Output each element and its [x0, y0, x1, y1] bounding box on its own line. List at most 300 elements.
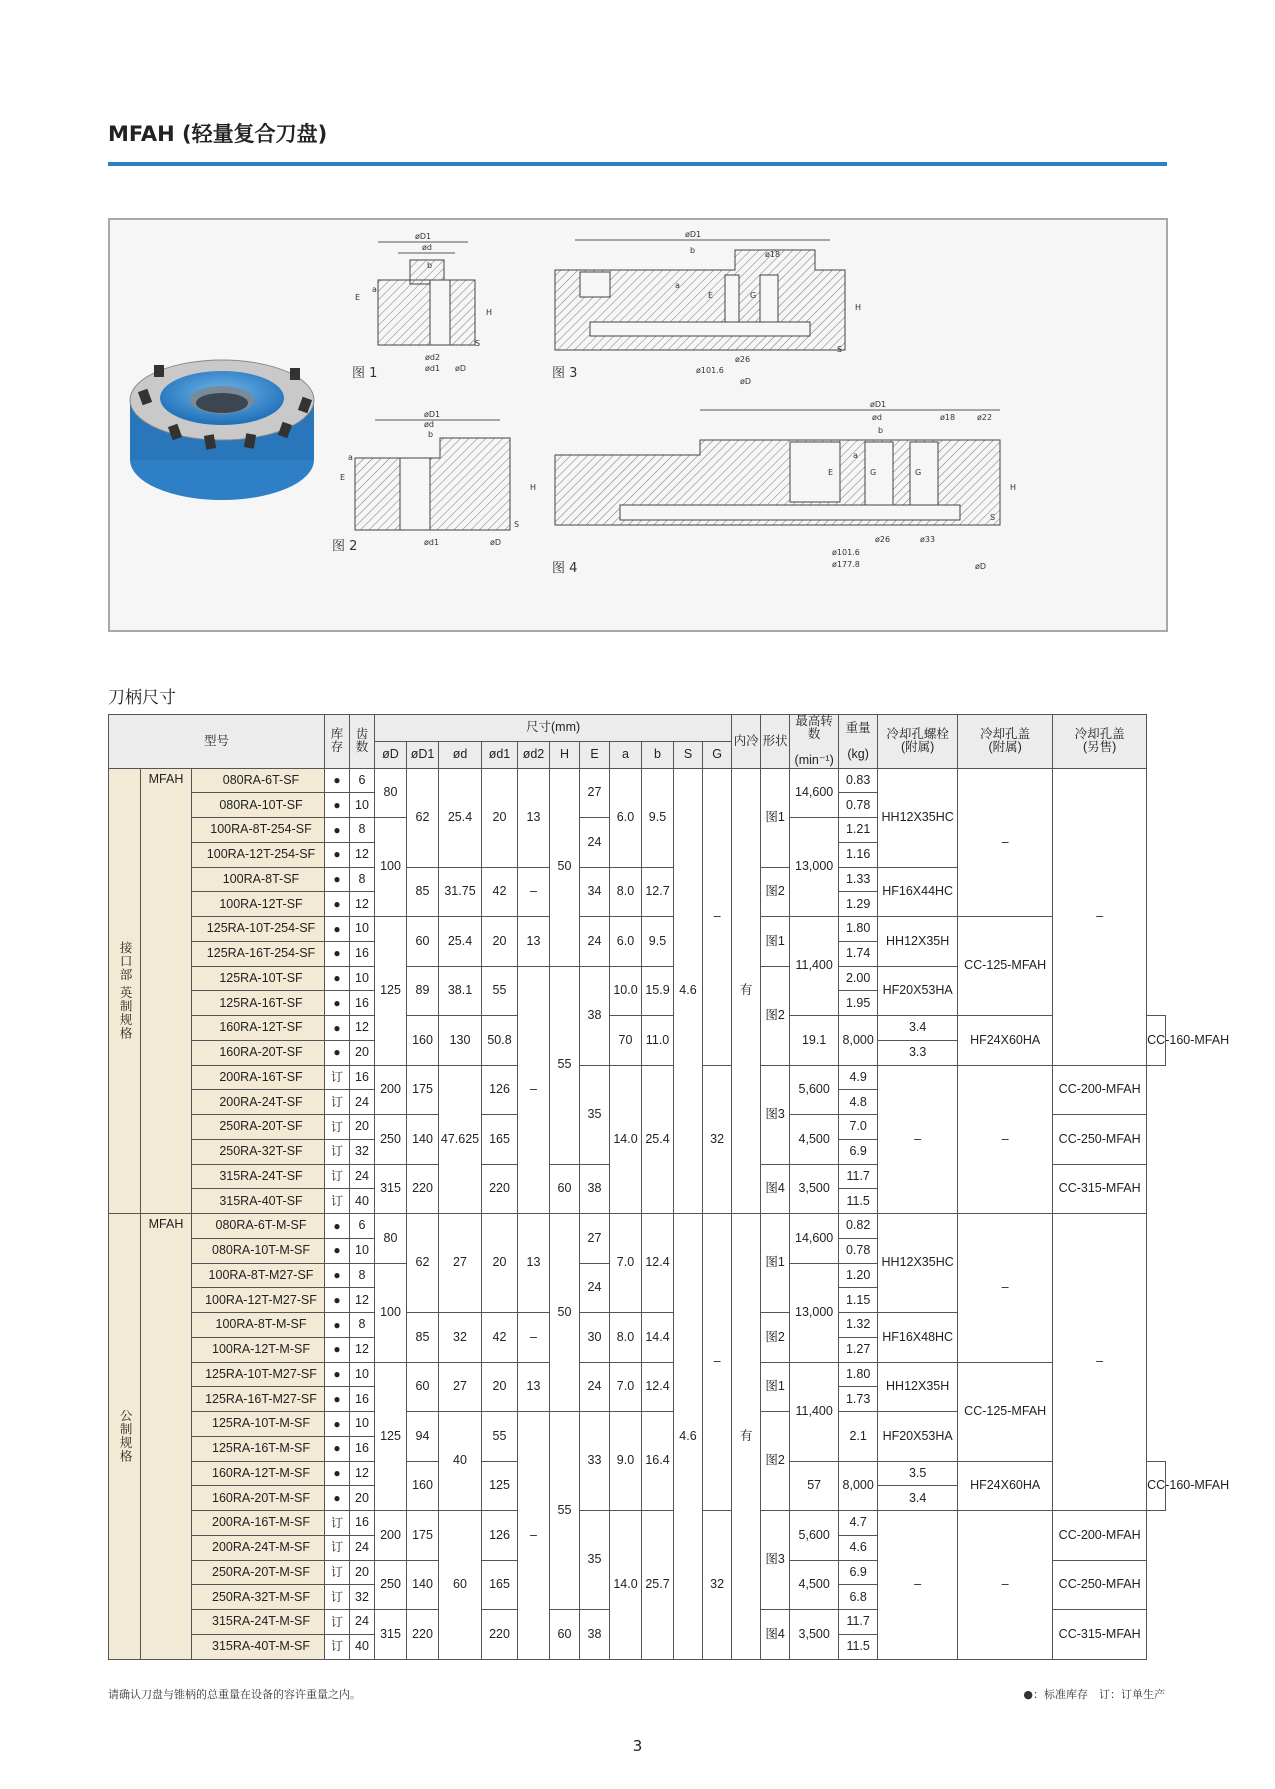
cell-D1: 130 [439, 1016, 482, 1066]
svg-text:ø18: ø18 [765, 250, 781, 259]
cell-d2: 13 [518, 1214, 550, 1313]
section-subtitle: 刀柄尺寸 [108, 688, 176, 708]
cell-G: – [703, 768, 732, 1065]
teeth-cell: 16 [350, 1387, 375, 1412]
cell-rpm: 5,600 [790, 1065, 839, 1115]
cell-d: 25.4 [439, 768, 482, 867]
stock-cell: ● [325, 1288, 350, 1313]
cell-w: 1.21 [839, 818, 878, 843]
stock-cell: ● [325, 1313, 350, 1338]
cell-E: 38 [580, 1610, 610, 1660]
cell-E: 27 [580, 1214, 610, 1264]
svg-text:图 2: 图 2 [332, 539, 358, 554]
cell-w: 11.7 [839, 1164, 878, 1189]
cell-shape: 图4 [761, 1610, 790, 1660]
cell-w: 2.00 [839, 966, 878, 991]
stock-cell: ● [325, 991, 350, 1016]
teeth-cell: 6 [350, 1214, 375, 1239]
cell-a: 14.0 [610, 1511, 642, 1660]
cell-bolt: HF24X60HA [958, 1016, 1053, 1066]
cell-w: 3.3 [878, 1040, 958, 1065]
teeth-cell: 12 [350, 1288, 375, 1313]
model-cell: 080RA-10T-SF [192, 793, 325, 818]
teeth-cell: 12 [350, 1337, 375, 1362]
cell-w: 3.5 [878, 1461, 958, 1486]
cell-w: 1.15 [839, 1288, 878, 1313]
cell-b: 12.7 [642, 867, 674, 917]
cell-w: 1.20 [839, 1263, 878, 1288]
cell-w: 6.8 [839, 1585, 878, 1610]
series-label: MFAH [141, 1214, 192, 1660]
model-cell: 125RA-16T-SF [192, 991, 325, 1016]
teeth-cell: 20 [350, 1486, 375, 1511]
table-row [109, 1362, 1166, 1387]
stock-cell: ● [325, 892, 350, 917]
stock-cell: 订 [325, 1189, 350, 1214]
stock-cell: ● [325, 818, 350, 843]
cell-cap2: CC-200-MFAH [1053, 1065, 1147, 1115]
cell-D: 160 [407, 1461, 439, 1511]
svg-text:ø22: ø22 [977, 413, 993, 422]
cell-a: 8.0 [610, 1313, 642, 1363]
svg-text:H: H [486, 308, 493, 317]
cell-D: 80 [375, 768, 407, 818]
stock-cell: ● [325, 966, 350, 991]
svg-text:图 4: 图 4 [552, 561, 578, 576]
cell-a: 7.0 [610, 1214, 642, 1313]
cell-cap1: – [958, 1511, 1053, 1660]
stock-cell: ● [325, 1238, 350, 1263]
svg-text:ø101.6: ø101.6 [832, 548, 860, 557]
cell-w: 1.73 [839, 1387, 878, 1412]
svg-text:H: H [855, 303, 862, 312]
stock-cell: ● [325, 1362, 350, 1387]
cell-shape: 图2 [761, 867, 790, 917]
table-row [109, 1065, 1166, 1090]
cell-cap2: CC-250-MFAH [1053, 1560, 1147, 1610]
cell-D1: 175 [407, 1511, 439, 1561]
cell-bolt: HF24X60HA [958, 1461, 1053, 1511]
cell-shape: 图1 [761, 917, 790, 967]
cell-bolt: HF20X53HA [878, 1412, 958, 1462]
cell-D1: 62 [407, 1214, 439, 1313]
cell-D1: 175 [407, 1065, 439, 1115]
svg-text:G: G [870, 468, 877, 477]
svg-text:øD: øD [455, 364, 467, 373]
page-title: MFAH (轻量复合刀盘) [108, 122, 328, 146]
cell-w: 7.0 [839, 1115, 878, 1140]
cell-w: 1.29 [839, 892, 878, 917]
model-cell: 315RA-24T-SF [192, 1164, 325, 1189]
cell-E: 27 [580, 768, 610, 818]
stock-cell: 订 [325, 1115, 350, 1140]
cell-H: 60 [550, 1610, 580, 1660]
col-d1: ød1 [482, 741, 518, 768]
cell-a: 10.0 [610, 966, 642, 1016]
header-weight: 重量 (kg) [839, 715, 878, 769]
cell-H: 50 [550, 768, 580, 966]
cell-rpm: 3,500 [790, 1610, 839, 1660]
header-dims: 尺寸(mm) [375, 715, 732, 742]
svg-text:ø26: ø26 [735, 355, 751, 364]
stock-cell: 订 [325, 1139, 350, 1164]
teeth-cell: 10 [350, 1238, 375, 1263]
teeth-cell: 8 [350, 867, 375, 892]
cell-rpm: 11,400 [790, 917, 839, 1016]
cell-w: 0.82 [839, 1214, 878, 1239]
svg-text:ød2: ød2 [425, 353, 441, 362]
col-H: H [550, 741, 580, 768]
table-row [109, 1511, 1166, 1536]
svg-text:ø33: ø33 [920, 535, 936, 544]
teeth-cell: 12 [350, 842, 375, 867]
svg-text:a: a [675, 281, 680, 290]
teeth-cell: 10 [350, 793, 375, 818]
teeth-cell: 8 [350, 1313, 375, 1338]
stock-cell: 订 [325, 1585, 350, 1610]
cell-b: 9.5 [642, 917, 674, 967]
header-model: 型号 [109, 715, 325, 769]
stock-cell: 订 [325, 1164, 350, 1189]
teeth-cell: 24 [350, 1535, 375, 1560]
model-cell: 315RA-40T-M-SF [192, 1634, 325, 1659]
figure-1-drawing [352, 232, 492, 381]
model-cell: 100RA-8T-M27-SF [192, 1263, 325, 1288]
svg-text:H: H [530, 483, 537, 492]
svg-text:E: E [828, 468, 834, 477]
cell-w: 1.80 [839, 1362, 878, 1387]
teeth-cell: 8 [350, 818, 375, 843]
cell-D: 200 [375, 1511, 407, 1561]
cell-d: 27 [439, 1362, 482, 1412]
cell-w: 11.7 [839, 1610, 878, 1635]
svg-text:S: S [514, 520, 520, 529]
cell-w: 1.33 [839, 867, 878, 892]
model-cell: 250RA-20T-M-SF [192, 1560, 325, 1585]
cell-w: 1.32 [839, 1313, 878, 1338]
cell-E: 34 [580, 867, 610, 917]
cell-w: 3.4 [878, 1486, 958, 1511]
cell-d2: – [518, 1412, 550, 1660]
cell-rpm: 13,000 [790, 1263, 839, 1362]
group-inch [109, 768, 1230, 1214]
cell-bolt: – [878, 1511, 958, 1660]
cell-D1: 62 [407, 768, 439, 867]
cell-w: 2.1 [839, 1412, 878, 1462]
drawings-svg [110, 220, 1166, 630]
cell-S: 4.6 [674, 768, 703, 1214]
group-label: 公制规格 [109, 1214, 141, 1660]
header-stock: 库存 [325, 715, 350, 769]
stock-cell: ● [325, 1337, 350, 1362]
cell-a: 14.0 [610, 1065, 642, 1214]
model-cell: 125RA-10T-M27-SF [192, 1362, 325, 1387]
table-row [109, 768, 1166, 793]
cell-D1: 220 [407, 1164, 439, 1214]
svg-text:ød: ød [872, 413, 882, 422]
cell-E: 35 [580, 1511, 610, 1610]
stock-cell: ● [325, 867, 350, 892]
svg-text:图 3: 图 3 [552, 366, 578, 381]
col-D1: øD1 [407, 741, 439, 768]
svg-text:a: a [853, 451, 858, 460]
footnote-left: 请确认刀盘与锥柄的总重量在设备的容许重量之内。 [108, 1688, 361, 1701]
svg-text:图 1: 图 1 [352, 366, 378, 381]
cell-cap2: – [1053, 1214, 1147, 1511]
svg-text:a: a [372, 285, 377, 294]
cell-w: 3.4 [878, 1016, 958, 1041]
svg-text:S: S [837, 345, 843, 354]
teeth-cell: 24 [350, 1090, 375, 1115]
cell-d1: 42 [482, 1313, 518, 1363]
cell-w: 0.78 [839, 793, 878, 818]
cell-w: 1.27 [839, 1337, 878, 1362]
svg-text:øD: øD [490, 538, 502, 547]
cell-shape: 图3 [761, 1511, 790, 1610]
cell-w: 4.9 [839, 1065, 878, 1090]
cell-w: 6.9 [839, 1139, 878, 1164]
stock-cell: ● [325, 1436, 350, 1461]
cell-d: 27 [439, 1214, 482, 1313]
teeth-cell: 8 [350, 1263, 375, 1288]
stock-cell: ● [325, 768, 350, 793]
svg-text:ø26: ø26 [875, 535, 891, 544]
figure-4-drawing [552, 400, 1016, 576]
teeth-cell: 32 [350, 1139, 375, 1164]
stock-cell: 订 [325, 1090, 350, 1115]
svg-text:ø177.8: ø177.8 [832, 560, 860, 569]
model-cell: 080RA-10T-M-SF [192, 1238, 325, 1263]
cell-cap2: CC-200-MFAH [1053, 1511, 1147, 1561]
svg-text:H: H [1010, 483, 1017, 492]
cell-G: 32 [703, 1065, 732, 1214]
cell-d: 38.1 [439, 966, 482, 1016]
cell-rpm: 8,000 [839, 1461, 878, 1511]
svg-text:b: b [690, 246, 696, 255]
table-row [109, 1214, 1166, 1239]
header-cap1: 冷却孔盖 (附属) [958, 715, 1053, 769]
teeth-cell: 16 [350, 1065, 375, 1090]
cell-D: 100 [375, 1263, 407, 1362]
title-rule [108, 162, 1167, 166]
cell-d1: 20 [482, 917, 518, 967]
cell-H: 60 [550, 1164, 580, 1214]
cell-w: 0.78 [839, 1238, 878, 1263]
cell-cap1: CC-125-MFAH [958, 917, 1053, 1016]
cell-rpm: 11,400 [790, 1362, 839, 1461]
stock-cell: ● [325, 941, 350, 966]
stock-cell: ● [325, 1214, 350, 1239]
cell-w: 4.8 [839, 1090, 878, 1115]
cell-a: 11.0 [642, 1016, 674, 1066]
svg-text:ø18: ø18 [940, 413, 956, 422]
cell-cap1: – [958, 1214, 1053, 1363]
cell-bolt: HF16X44HC [878, 867, 958, 917]
stock-cell: ● [325, 842, 350, 867]
stock-cell: 订 [325, 1535, 350, 1560]
model-cell: 080RA-6T-SF [192, 768, 325, 793]
cell-cool: 有 [732, 768, 761, 1214]
model-cell: 125RA-10T-SF [192, 966, 325, 991]
cell-d1: 57 [790, 1461, 839, 1511]
cell-H: 55 [550, 1412, 580, 1610]
figure-panel [108, 218, 1168, 632]
cell-rpm: 8,000 [839, 1016, 878, 1066]
header-shape: 形状 [761, 715, 790, 769]
footnote-right: ●：标准库存 订：订单生产 [1023, 1688, 1165, 1701]
stock-cell: 订 [325, 1634, 350, 1659]
model-cell: 125RA-16T-254-SF [192, 941, 325, 966]
cell-w: 1.16 [839, 842, 878, 867]
cell-d1: 126 [482, 1511, 518, 1561]
stock-cell: 订 [325, 1560, 350, 1585]
cell-bolt: HH12X35HC [878, 1214, 958, 1313]
cell-E: 38 [580, 966, 610, 1065]
teeth-cell: 40 [350, 1634, 375, 1659]
cell-d: 50.8 [482, 1016, 518, 1066]
model-cell: 160RA-20T-M-SF [192, 1486, 325, 1511]
col-d2: ød2 [518, 741, 550, 768]
model-cell: 250RA-20T-SF [192, 1115, 325, 1140]
cell-w: 4.6 [839, 1535, 878, 1560]
cell-cap1: – [958, 1065, 1053, 1214]
cell-w: 1.74 [839, 941, 878, 966]
cell-d1: 165 [482, 1115, 518, 1165]
cell-rpm: 14,600 [790, 768, 839, 818]
svg-text:G: G [750, 291, 757, 300]
cell-D: 200 [375, 1065, 407, 1115]
teeth-cell: 6 [350, 768, 375, 793]
teeth-cell: 40 [350, 1189, 375, 1214]
cell-w: 1.80 [839, 917, 878, 942]
svg-text:øD: øD [740, 377, 752, 386]
col-d: ød [439, 741, 482, 768]
cell-d1: 70 [610, 1016, 642, 1066]
teeth-cell: 20 [350, 1115, 375, 1140]
cell-cap2: – [1053, 768, 1147, 1065]
cell-rpm: 4,500 [790, 1115, 839, 1165]
model-cell: 200RA-16T-SF [192, 1065, 325, 1090]
cell-shape: 图2 [761, 1313, 790, 1363]
svg-text:ø101.6: ø101.6 [696, 366, 724, 375]
cell-shape: 图2 [761, 1412, 790, 1511]
cell-d2: 13 [518, 768, 550, 867]
cell-b: 19.1 [790, 1016, 839, 1066]
page-number: 3 [632, 1737, 643, 1755]
svg-text:ød1: ød1 [424, 538, 440, 547]
cell-cap2: CC-315-MFAH [1053, 1610, 1147, 1660]
cell-rpm: 3,500 [790, 1164, 839, 1214]
table-row [109, 1016, 1166, 1041]
model-cell: 125RA-16T-M-SF [192, 1436, 325, 1461]
cell-d: 31.75 [439, 867, 482, 917]
cell-E: 38 [580, 1164, 610, 1214]
cell-rpm: 14,600 [790, 1214, 839, 1264]
cell-w: 11.5 [839, 1189, 878, 1214]
cell-shape: 图1 [761, 1214, 790, 1313]
teeth-cell: 12 [350, 1016, 375, 1041]
stock-cell: ● [325, 1263, 350, 1288]
cell-d1: 126 [482, 1065, 518, 1115]
cell-d1: 42 [482, 867, 518, 917]
model-cell: 125RA-10T-M-SF [192, 1412, 325, 1437]
svg-text:øD: øD [975, 562, 987, 571]
teeth-cell: 16 [350, 991, 375, 1016]
cell-S: 4.6 [674, 1214, 703, 1660]
cell-D: 250 [375, 1115, 407, 1165]
cell-cap1: CC-160-MFAH [1147, 1016, 1166, 1066]
cell-H: 55 [550, 966, 580, 1164]
cell-d1: 20 [482, 1214, 518, 1313]
cell-b: 9.5 [642, 768, 674, 867]
model-cell: 100RA-12T-M-SF [192, 1337, 325, 1362]
teeth-cell: 10 [350, 917, 375, 942]
table-row [109, 917, 1166, 942]
teeth-cell: 10 [350, 1362, 375, 1387]
cell-d: 40 [439, 1412, 482, 1511]
cell-d2: – [518, 867, 550, 917]
spec-table [108, 714, 1230, 1660]
cell-bolt: HH12X35H [878, 917, 958, 967]
cell-d1: 220 [482, 1610, 518, 1660]
figure-3-drawing [552, 230, 861, 386]
model-cell: 200RA-24T-M-SF [192, 1535, 325, 1560]
model-cell: 100RA-8T-M-SF [192, 1313, 325, 1338]
cell-E: 24 [580, 818, 610, 868]
teeth-cell: 24 [350, 1610, 375, 1635]
model-cell: 100RA-8T-SF [192, 867, 325, 892]
cell-d2: 13 [518, 917, 550, 967]
header-maxrpm: 最高转数 (min⁻¹) [790, 715, 839, 769]
svg-text:ød: ød [424, 420, 434, 429]
header-coolant: 内冷 [732, 715, 761, 769]
cell-shape: 图4 [761, 1164, 790, 1214]
cell-D1: 60 [407, 917, 439, 967]
cell-rpm: 5,600 [790, 1511, 839, 1561]
svg-text:øD1: øD1 [685, 230, 702, 239]
stock-cell: ● [325, 1387, 350, 1412]
cell-d1: 55 [482, 966, 518, 1016]
cell-b: 14.4 [642, 1313, 674, 1363]
cell-cool: 有 [732, 1214, 761, 1660]
cell-H: 50 [550, 1214, 580, 1412]
svg-text:S: S [990, 513, 996, 522]
cell-D1: 140 [407, 1115, 439, 1165]
teeth-cell: 10 [350, 966, 375, 991]
model-cell: 080RA-6T-M-SF [192, 1214, 325, 1239]
col-G: G [703, 741, 732, 768]
cell-shape: 图3 [761, 1065, 790, 1164]
cell-cap1: – [958, 768, 1053, 917]
col-S: S [674, 741, 703, 768]
stock-cell: ● [325, 1412, 350, 1437]
teeth-cell: 16 [350, 941, 375, 966]
svg-text:ød1: ød1 [425, 364, 441, 373]
svg-text:a: a [348, 453, 353, 462]
model-cell: 315RA-40T-SF [192, 1189, 325, 1214]
cell-shape: 图2 [761, 966, 790, 1065]
model-cell: 125RA-16T-M27-SF [192, 1387, 325, 1412]
stock-cell: ● [325, 1486, 350, 1511]
model-cell: 160RA-12T-SF [192, 1016, 325, 1041]
svg-text:øD1: øD1 [870, 400, 887, 409]
model-cell: 100RA-8T-254-SF [192, 818, 325, 843]
svg-text:b: b [427, 261, 433, 270]
cell-w: 0.83 [839, 768, 878, 793]
cell-w: 11.5 [839, 1634, 878, 1659]
teeth-cell: 20 [350, 1040, 375, 1065]
cell-d1: 220 [482, 1164, 518, 1214]
